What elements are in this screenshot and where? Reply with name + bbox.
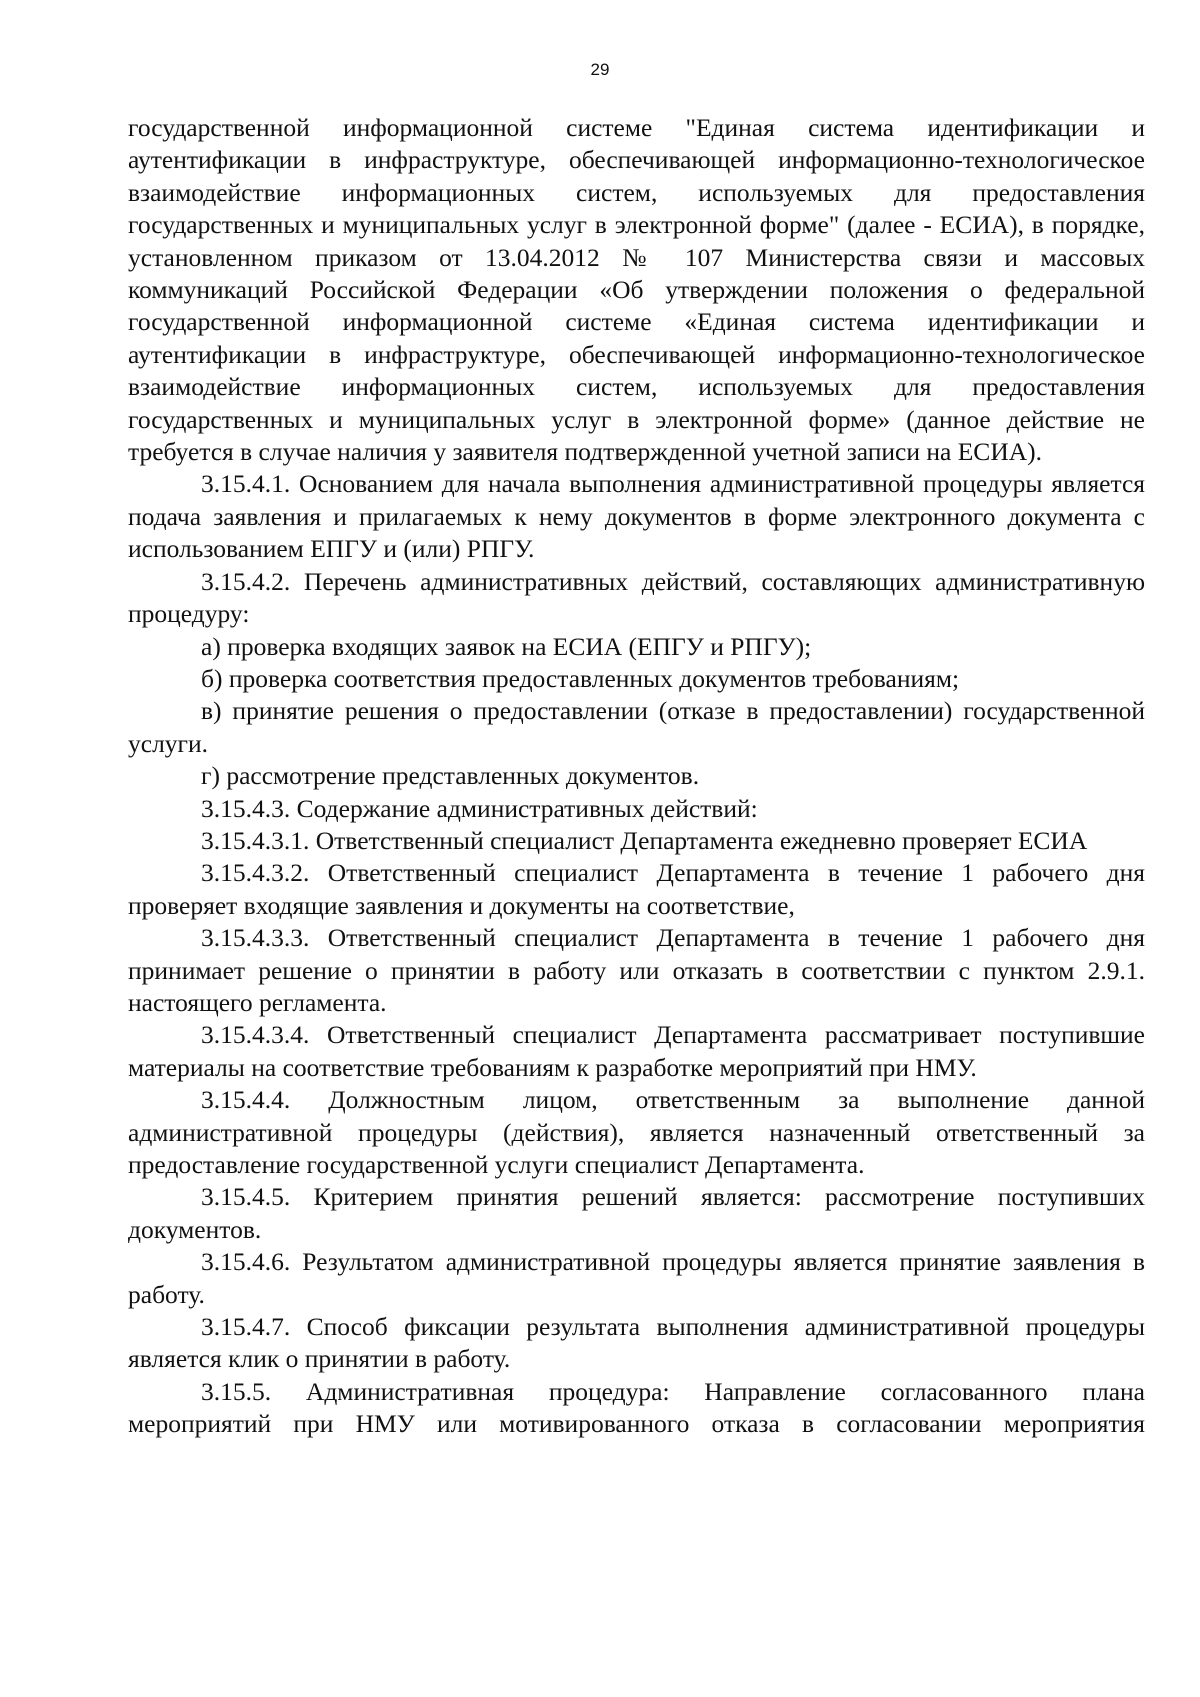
paragraph: 3.15.4.3.3. Ответственный специалист Департамента в течение 1 рабочего дня принимает решение о принятии в работу или отказать в соответствии с пунктом 2.9.1. настоящего регламента. bbox=[128, 923, 1145, 1017]
document-body bbox=[128, 112, 1145, 1441]
paragraph: 3.15.4.2. Перечень административных действий, составляющих административную процедуру: bbox=[128, 566, 1145, 629]
page-number: 29 bbox=[590, 60, 610, 79]
paragraph: б) проверка соответствия предоставленных документов требованиям; bbox=[201, 663, 960, 693]
paragraph: 3.15.4.6. Результатом административной процедуры является принятие заявления в работу. bbox=[128, 1247, 1145, 1309]
paragraph: 3.15.4.7. Способ фиксации результата выполнения административной процедуры является клик о принятии в работу. bbox=[128, 1312, 1145, 1374]
paragraph: 3.15.4.1. Основанием для начала выполнения административной процедуры является подача заявления и прилагаемых к нему документов в форме электронного документа с использованием ЕПГУ и (или) РПГУ. bbox=[128, 469, 1145, 564]
paragraph: в) принятие решения о предоставлении (отказе в предоставлении) государственной услуги. bbox=[128, 696, 1145, 758]
paragraph: 3.15.4.5. Критерием принятия решений является: рассмотрение поступивших документов. bbox=[128, 1182, 1145, 1244]
paragraph: 3.15.4.3.4. Ответственный специалист Департамента рассматривает поступившие материалы на соответствие требованиям к разработке мероприятий при НМУ. bbox=[128, 1020, 1145, 1082]
paragraph: г) рассмотрение представленных документов. bbox=[201, 761, 700, 791]
paragraph: 3.15.4.3.1. Ответственный специалист Департамента ежедневно проверяет ЕСИА bbox=[201, 825, 1088, 855]
paragraph: 3.15.4.3. Содержание административных действий: bbox=[201, 793, 758, 823]
paragraph: 3.15.4.3.2. Ответственный специалист Департамента в течение 1 рабочего дня проверяет входящие заявления и документы на соответствие, bbox=[128, 858, 1145, 920]
paragraph: государственной информационной системе "Единая система идентификации и аутентификации в инфраструктуре, обеспечивающей информационно-технологическое взаимодействие информационных систем, используемых для предоставления государственных и муниципальных услуг в электронной форме" (далее - ЕСИА), в порядке, установленном приказом от 13.04.2012 № 107 Министерства связи и массовых коммуникаций Российской Федерации «Об утверждении положения о федеральной государственной информационной системе «Единая система идентификации и аутентификации в инфраструктуре, обеспечивающей информационно-технологическое взаимодействие информационных систем, используемых для предоставления государственных и муниципальных услуг в электронной форме» (данное действие не требуется в случае наличия у заявителя подтвержденной учетной записи на ЕСИА). bbox=[128, 113, 1145, 467]
paragraph: 3.15.5. Административная процедура: Направление согласованного плана мероприятий при НМУ или мотивированного отказа в согласовании мероприятия bbox=[128, 1376, 1145, 1439]
paragraph: 3.15.4.4. Должностным лицом, ответственным за выполнение данной административной процедуры (действия), является назначенный ответственный за предоставление государственной услуги специалист Департамента. bbox=[128, 1085, 1145, 1179]
paragraph: а) проверка входящих заявок на ЕСИА (ЕПГУ и РПГУ); bbox=[201, 631, 812, 661]
